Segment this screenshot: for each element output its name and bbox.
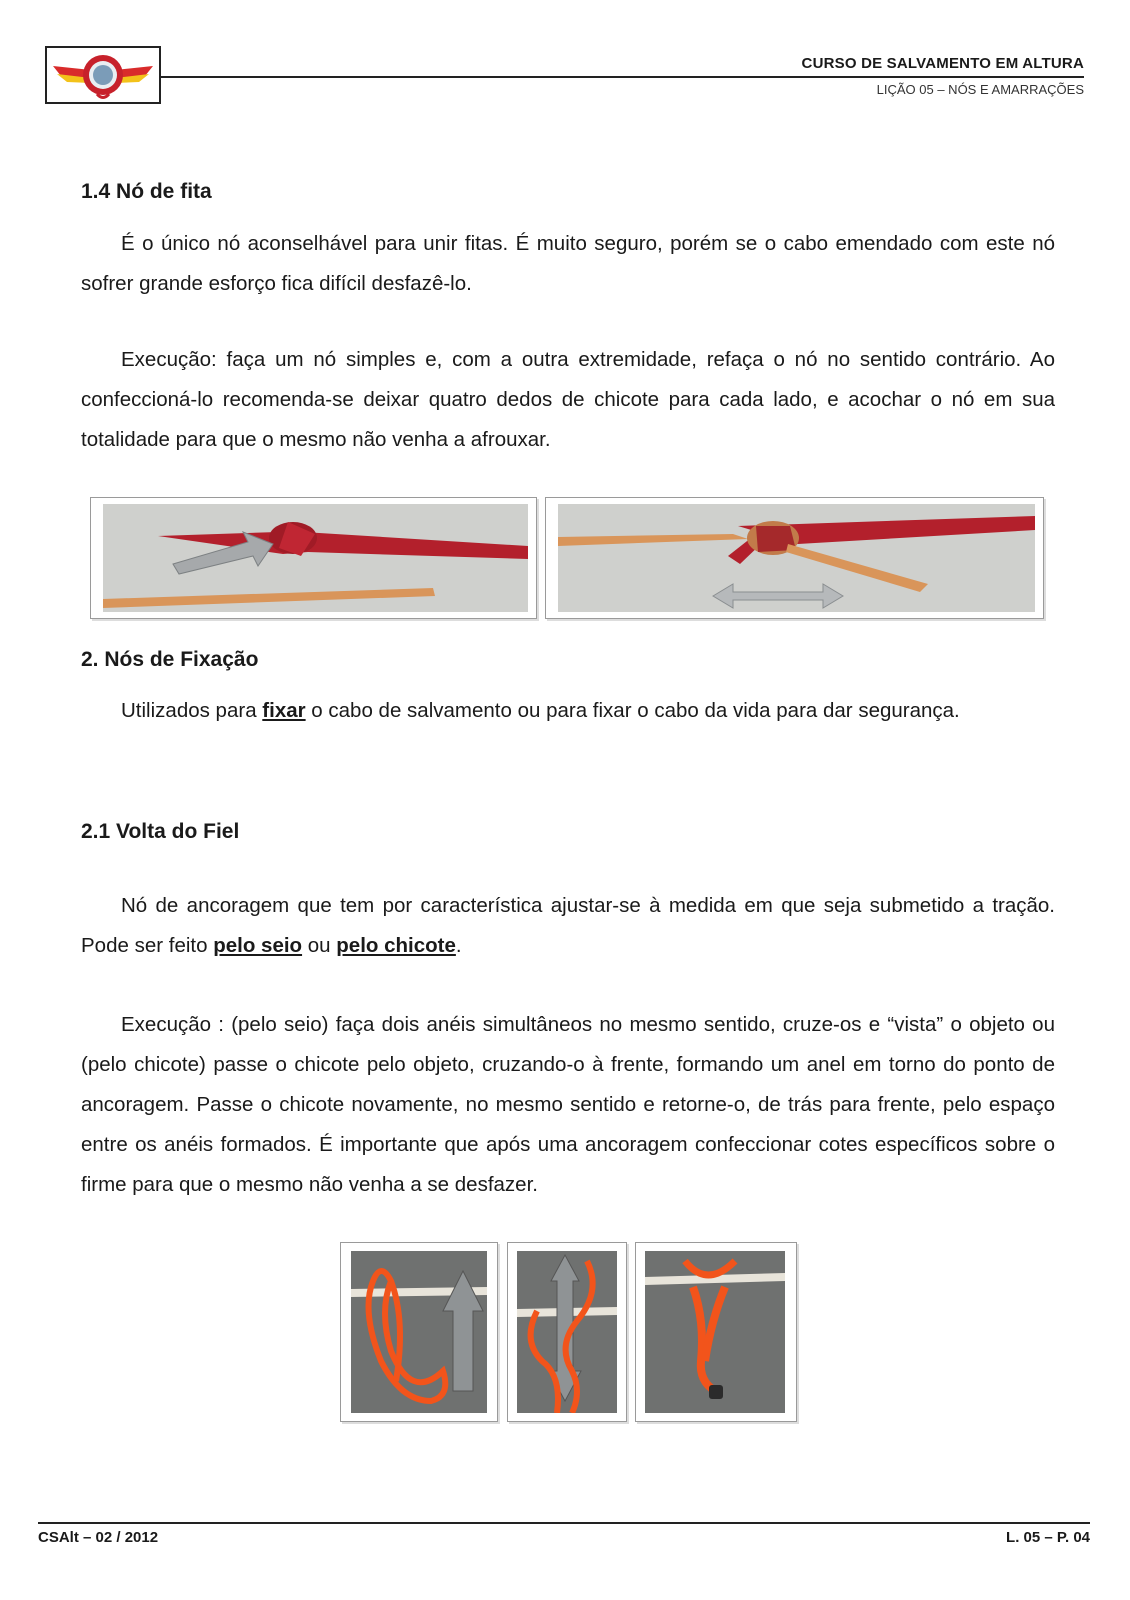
footer-rule [38,1522,1090,1524]
footer-course-code: CSAlt – 02 / 2012 [38,1529,159,1546]
photo-tape-knot-step-1 [90,497,537,619]
section-heading-1-4: 1.4 Nó de fita [81,180,212,203]
photo-clove-hitch-step-3 [635,1242,797,1422]
photo-clove-hitch-step-2 [507,1242,627,1422]
term-pelo-seio: pelo seio [213,934,303,957]
paragraph-no-de-fita-intro: É o único nó aconselhável para unir fitas. É muito seguro, porém se o cabo emendado com este nó sofrer grande esforço fica difícil desfazê-lo. [81,232,1055,295]
paragraph-volta-do-fiel-execucao: Execução : (pelo seio) faça dois anéis simultâneos no mesmo sentido, cruze-os e “vista” o objeto ou (pelo chicote) passe o chicote pelo objeto, cruzando-o à frente, formando um anel em torno do ponto de ancoragem. Passe o chicote novamente, no mesmo sentido e retorne-o, de trás para frente, pelo espaço entre os anéis formados. É importante que após uma ancoragem confeccionar cotes específicos sobre o firme para que o mesmo não venha a se desfazer. [81,1013,1055,1196]
term-fixar: fixar [262,699,306,722]
header-rule [161,76,1084,78]
course-logo [45,46,161,104]
lesson-subtitle: LIÇÃO 05 – NÓS E AMARRAÇÕES [876,82,1084,97]
footer-page-number: L. 05 – P. 04 [1006,1529,1090,1546]
section-heading-2-1: 2.1 Volta do Fiel [81,820,240,843]
photo-tape-knot-step-2 [545,497,1044,619]
winged-emblem-icon [47,48,159,102]
paragraph-volta-do-fiel-intro: Nó de ancoragem que tem por característica ajustar-se à medida em que seja submetido a tração. Pode ser feito pelo seio ou pelo chicote. [81,894,1055,957]
paragraph-no-de-fita-execucao: Execução: faça um nó simples e, com a outra extremidade, refaça o nó no sentido contrário. Ao confeccioná-lo recomenda-se deixar quatro dedos de chicote para cada lado, e acochar o nó em sua totalidade para que o mesmo não venha a afrouxar. [81,348,1055,451]
photo-clove-hitch-step-1 [340,1242,498,1422]
term-pelo-chicote: pelo chicote [336,934,456,957]
course-title: CURSO DE SALVAMENTO EM ALTURA [801,55,1084,72]
paragraph-nos-de-fixacao: Utilizados para fixar o cabo de salvamento ou para fixar o cabo da vida para dar segurança. [121,699,960,722]
section-heading-2: 2. Nós de Fixação [81,648,259,671]
